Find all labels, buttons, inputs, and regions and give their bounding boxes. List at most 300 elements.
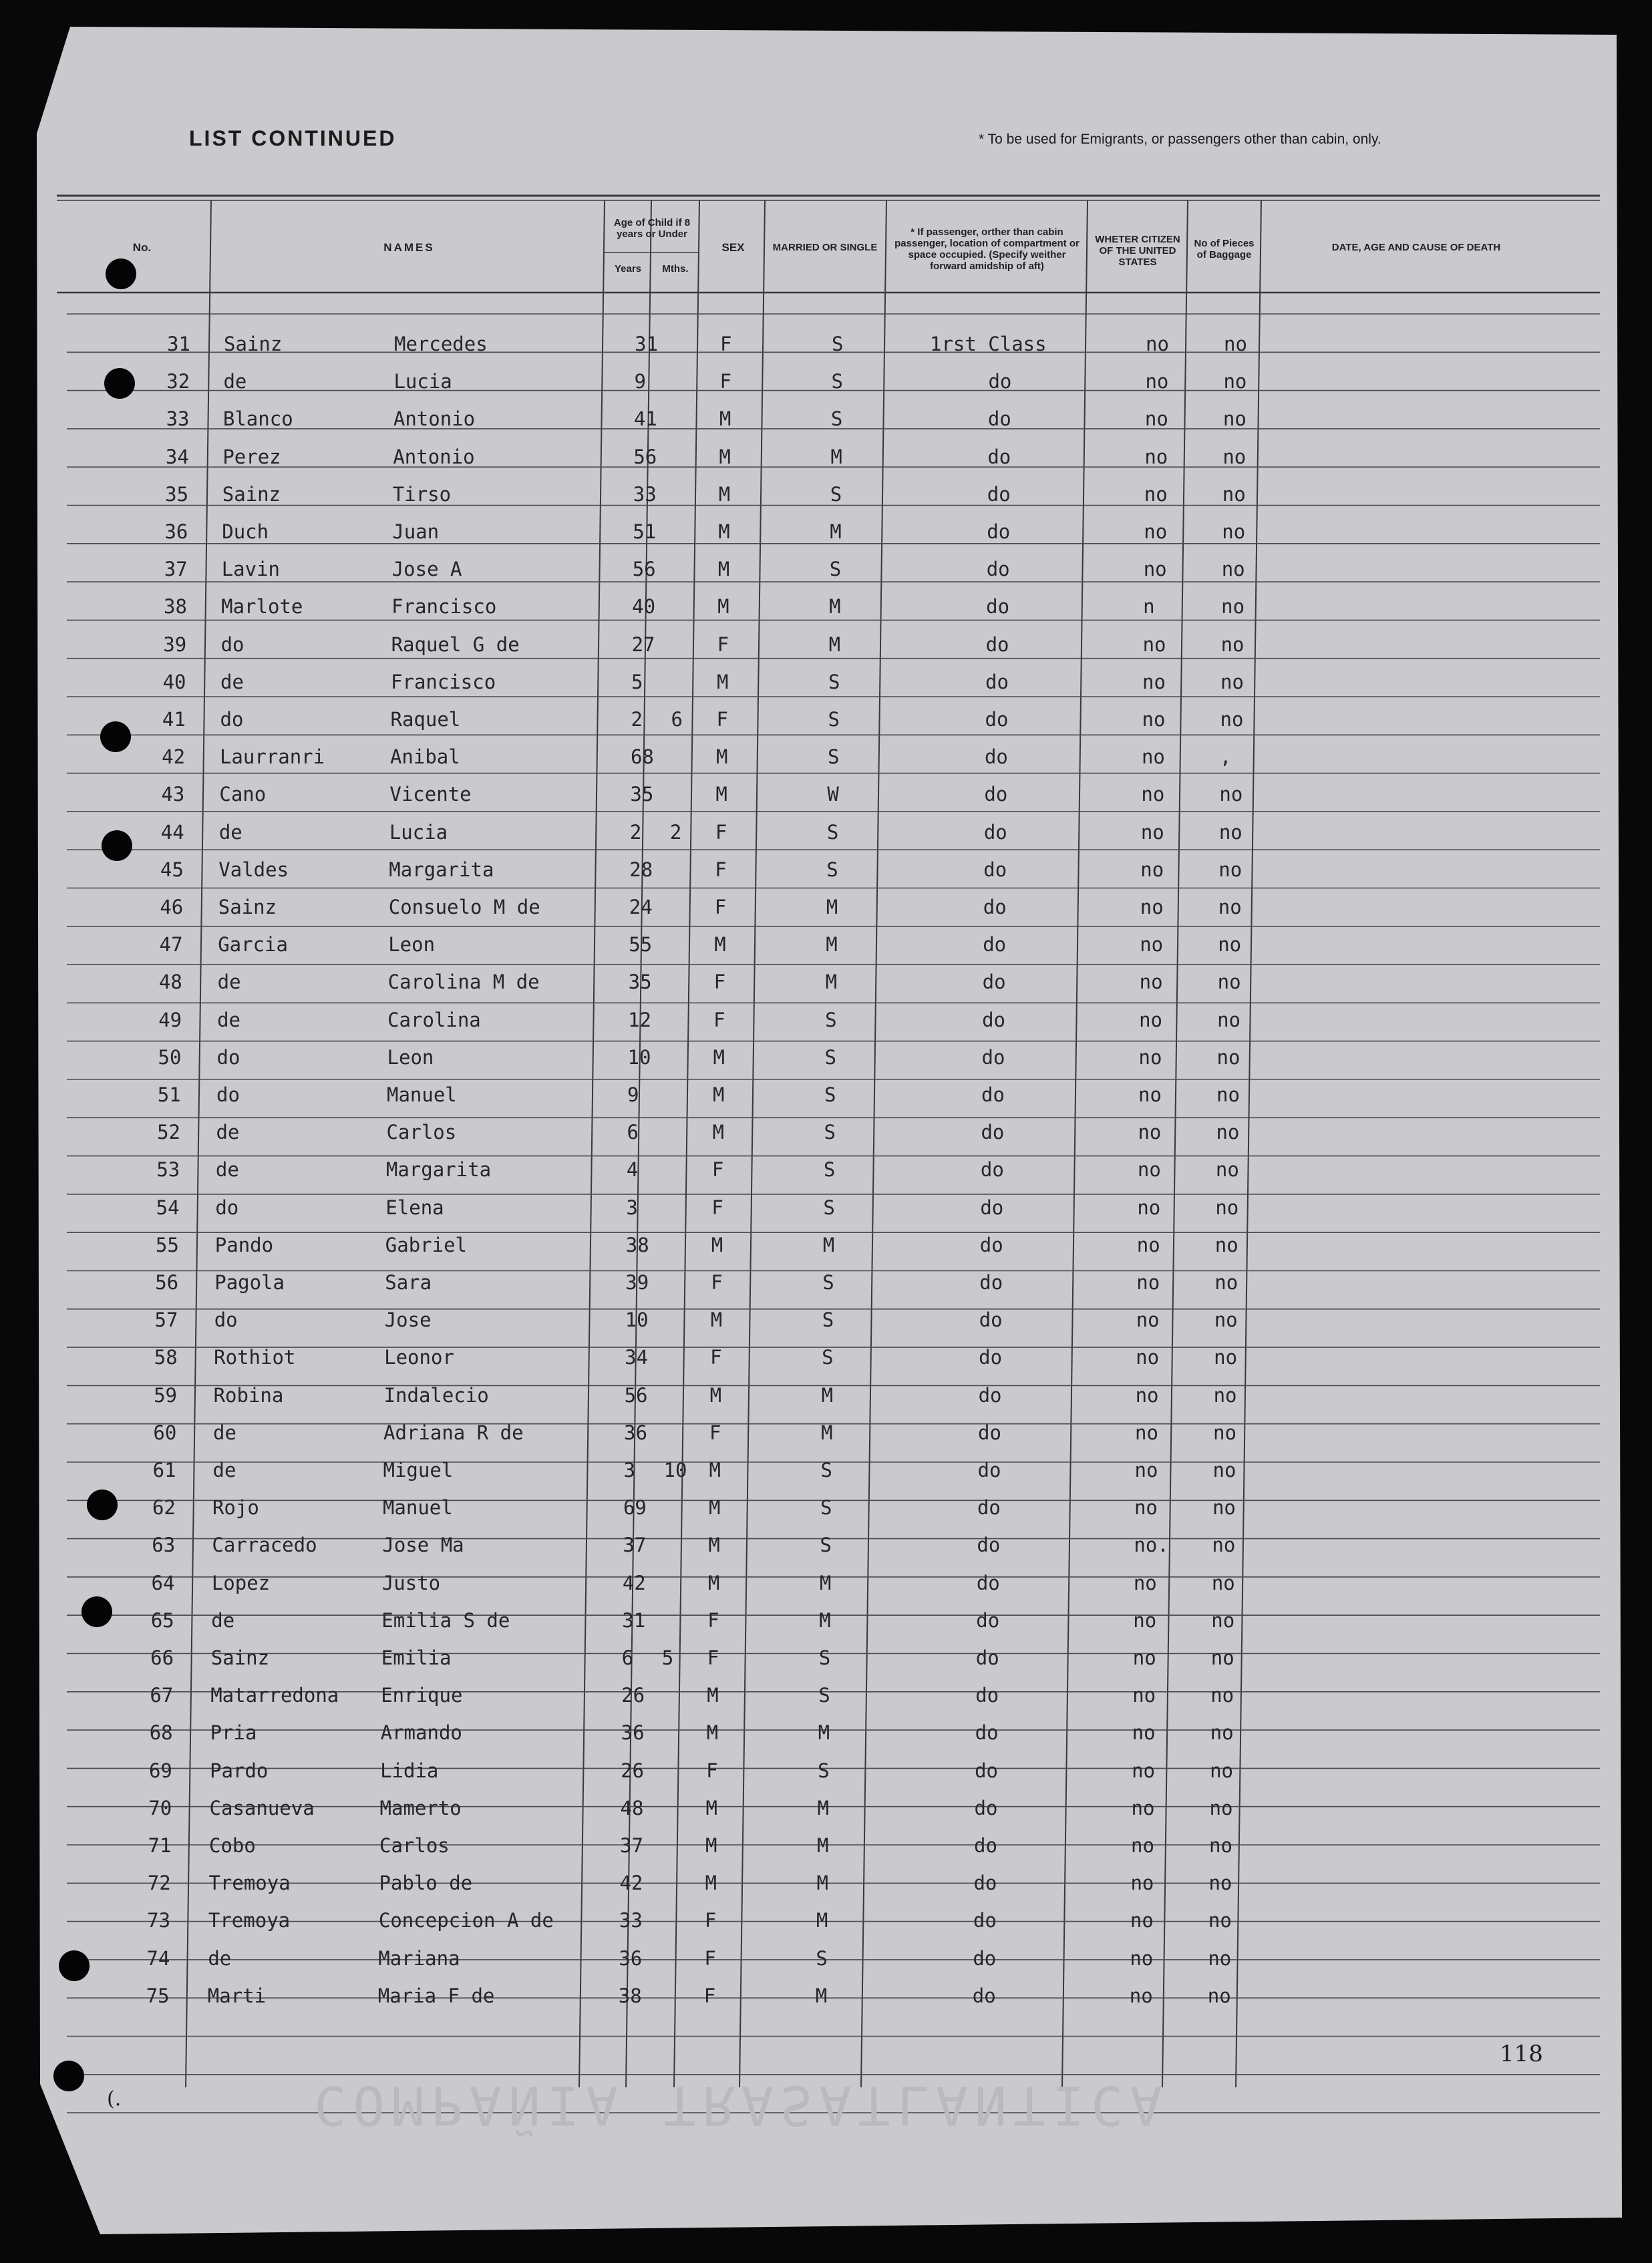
given-name-cell: Leon — [388, 933, 436, 956]
surname-cell: de — [220, 670, 244, 693]
given-name-cell: Emilia S de — [381, 1608, 510, 1632]
marital-cell: S — [820, 1459, 832, 1482]
sex-cell: F — [703, 1984, 716, 2007]
marital-cell: M — [818, 1721, 830, 1745]
row-number: 64 — [151, 1571, 175, 1594]
age-cell: 9 — [634, 370, 646, 393]
months-cell: 10 — [663, 1459, 687, 1482]
baggage-cell: no — [1212, 1534, 1236, 1557]
location-cell: 1rst Class — [930, 333, 1047, 355]
row-number: 67 — [150, 1684, 174, 1707]
citizen-cell: no — [1134, 1496, 1158, 1520]
row-number: 50 — [158, 1045, 182, 1069]
col-header-no: No. — [132, 240, 152, 254]
col-header-names: NAMES — [383, 240, 435, 254]
marital-cell: M — [830, 520, 842, 543]
age-cell: 10 — [627, 1045, 651, 1069]
age-cell: 4 — [626, 1158, 639, 1182]
row-number: 71 — [148, 1834, 172, 1857]
location-cell: do — [979, 1309, 1003, 1332]
col-header-years: Years — [614, 263, 642, 275]
location-cell: do — [985, 670, 1009, 693]
given-name-cell: Lidia — [380, 1759, 439, 1782]
location-cell: do — [983, 820, 1007, 844]
row-number: 47 — [159, 933, 183, 956]
surname-cell: de — [217, 971, 241, 994]
location-cell: do — [978, 1383, 1002, 1407]
row-number: 63 — [152, 1534, 176, 1557]
given-name-cell: Carolina M de — [387, 971, 540, 994]
surname-cell: de — [218, 820, 242, 844]
surname-cell: Sainz — [218, 896, 277, 918]
given-name-cell: Armando — [380, 1721, 462, 1745]
sex-cell: M — [713, 1083, 725, 1106]
surname-cell: Sainz — [222, 482, 281, 506]
surname-cell: de — [208, 1946, 232, 1970]
citizen-cell: n — [1143, 595, 1155, 619]
bottom-mark: (. — [107, 2087, 122, 2111]
baggage-cell: no — [1218, 820, 1243, 844]
age-cell: 38 — [618, 1984, 642, 2007]
location-cell: do — [982, 1008, 1006, 1031]
surname-cell: do — [214, 1309, 238, 1332]
row-number: 69 — [148, 1759, 172, 1782]
given-name-cell: Elena — [385, 1196, 444, 1219]
baggage-cell: no — [1222, 445, 1247, 468]
row-number: 68 — [149, 1721, 173, 1745]
citizen-cell: no — [1132, 1721, 1156, 1745]
baggage-cell: no — [1216, 1045, 1241, 1069]
row-number: 48 — [158, 971, 182, 994]
age-cell: 24 — [629, 896, 653, 918]
surname-cell: de — [223, 370, 247, 393]
age-cell: 37 — [623, 1534, 647, 1557]
given-name-cell: Margarita — [385, 1158, 492, 1182]
location-cell: do — [987, 520, 1011, 543]
location-cell: do — [975, 1684, 999, 1707]
surname-cell: do — [216, 1045, 240, 1069]
marital-cell: M — [826, 933, 838, 956]
sex-cell: F — [715, 858, 727, 881]
surname-cell: do — [215, 1196, 239, 1219]
sex-cell: F — [710, 1346, 722, 1369]
given-name-cell: Mamerto — [379, 1796, 462, 1819]
location-cell: do — [979, 1233, 1003, 1256]
citizen-cell: no — [1130, 1909, 1154, 1932]
col-header-baggage: No of Pieces of Baggage — [1194, 237, 1255, 260]
age-cell: 38 — [625, 1233, 649, 1256]
location-cell: do — [973, 1946, 997, 1970]
sex-cell: M — [715, 745, 728, 769]
row-number: 49 — [158, 1008, 182, 1031]
location-cell: do — [986, 558, 1010, 581]
marital-cell: M — [816, 1909, 828, 1932]
punch-hole — [59, 1950, 90, 1981]
surname-cell: Rojo — [212, 1496, 259, 1520]
row-number: 39 — [163, 633, 187, 656]
months-cell: 2 — [669, 820, 682, 844]
citizen-cell: no — [1142, 670, 1166, 693]
surname-cell: Cobo — [209, 1834, 256, 1857]
citizen-cell: no — [1130, 1872, 1154, 1895]
baggage-cell: no — [1208, 1909, 1232, 1932]
age-cell: 5 — [631, 670, 643, 693]
surname-cell: de — [217, 1008, 241, 1031]
row-number: 36 — [164, 520, 188, 543]
age-cell: 39 — [625, 1271, 649, 1294]
given-name-cell: Concepcion A de — [378, 1909, 554, 1932]
given-name-cell: Antonio — [393, 407, 476, 431]
given-name-cell: Francisco — [391, 670, 496, 693]
citizen-cell: no — [1138, 1083, 1162, 1106]
marital-cell: S — [825, 1008, 837, 1031]
baggage-cell: no — [1220, 633, 1245, 656]
age-cell: 3 — [626, 1196, 638, 1219]
citizen-cell: no — [1142, 633, 1166, 656]
location-cell: do — [977, 1459, 1001, 1482]
surname-cell: Casanueva — [209, 1796, 315, 1819]
sex-cell: F — [711, 1271, 723, 1294]
sex-cell: F — [706, 1759, 718, 1782]
baggage-cell: no — [1221, 558, 1245, 581]
citizen-cell: no — [1134, 1459, 1158, 1482]
citizen-cell: no — [1131, 1834, 1154, 1857]
surname-cell: Garcia — [218, 933, 288, 956]
baggage-cell: no — [1211, 1608, 1235, 1632]
given-name-cell: Tirso — [392, 482, 452, 506]
sex-cell: M — [705, 1834, 717, 1857]
location-cell: do — [978, 1421, 1001, 1444]
marital-cell: M — [822, 1233, 835, 1256]
baggage-cell: no — [1221, 595, 1245, 619]
surname-cell: de — [212, 1459, 236, 1482]
location-cell: do — [983, 858, 1007, 881]
baggage-cell: no — [1210, 1721, 1234, 1745]
col-header-months: Mths. — [662, 263, 689, 275]
sex-cell: F — [711, 1158, 724, 1182]
row-number: 75 — [146, 1984, 170, 2007]
surname-cell: Lavin — [221, 558, 280, 581]
given-name-cell: Antonio — [393, 445, 475, 468]
marital-cell: S — [830, 482, 842, 506]
given-name-cell: Manuel — [387, 1083, 457, 1106]
marital-cell: M — [817, 1834, 829, 1857]
column-divider — [739, 200, 765, 2087]
location-cell: do — [980, 1158, 1004, 1182]
sex-cell: M — [709, 1459, 721, 1482]
location-cell: do — [981, 1121, 1005, 1144]
sex-cell: F — [707, 1646, 719, 1669]
location-cell: do — [981, 1045, 1005, 1069]
marital-cell: S — [816, 1946, 828, 1970]
col-header-age: Age of Child if 8 years or Under — [613, 217, 691, 240]
location-cell: do — [987, 407, 1011, 431]
marital-cell: S — [830, 407, 843, 431]
punch-hole — [106, 258, 136, 289]
citizen-cell: no — [1140, 896, 1164, 918]
location-cell: do — [984, 745, 1008, 769]
given-name-cell: Enrique — [381, 1684, 463, 1707]
given-name-cell: Carolina — [387, 1008, 481, 1031]
sex-cell: F — [720, 333, 732, 355]
surname-cell: Cano — [219, 783, 267, 806]
location-cell: do — [973, 1872, 997, 1895]
punch-hole — [100, 721, 131, 752]
age-cell: 26 — [621, 1759, 645, 1782]
citizen-cell: no — [1140, 858, 1164, 881]
sex-cell: M — [718, 482, 731, 506]
col-header-sex: SEX — [721, 240, 745, 254]
sex-cell: M — [708, 1496, 721, 1520]
surname-cell: Pando — [214, 1233, 274, 1256]
baggage-cell: no — [1210, 1646, 1234, 1669]
col-header-citizen: WHETER CITIZEN OF THE UNITED STATES — [1095, 233, 1180, 268]
citizen-cell: no — [1136, 1233, 1160, 1256]
given-name-cell: Francisco — [391, 595, 497, 619]
marital-cell: S — [832, 333, 844, 355]
marital-cell: M — [829, 595, 841, 619]
row-number: 33 — [166, 407, 190, 431]
age-cell: 6 — [621, 1646, 634, 1669]
citizen-cell: no — [1141, 745, 1165, 769]
marital-cell: S — [822, 1309, 834, 1332]
sex-cell: M — [718, 520, 730, 543]
age-cell: 28 — [629, 858, 653, 881]
surname-cell: Pria — [210, 1721, 257, 1745]
location-cell: do — [976, 1571, 1000, 1594]
location-cell: do — [975, 1759, 999, 1782]
marital-cell: M — [825, 971, 838, 994]
column-divider — [579, 200, 605, 2087]
baggage-cell: no — [1217, 971, 1241, 994]
sex-cell: M — [717, 558, 730, 581]
row-number: 34 — [165, 445, 189, 468]
row-number: 37 — [164, 558, 188, 581]
location-cell: do — [977, 1534, 1001, 1557]
citizen-cell: no. — [1134, 1534, 1169, 1557]
row-number: 38 — [164, 595, 187, 619]
row-number: 51 — [157, 1083, 181, 1106]
page-title: LIST CONTINUED — [189, 126, 397, 150]
marital-cell: S — [820, 1534, 832, 1557]
col-header-death: DATE, AGE AND CAUSE OF DEATH — [1331, 241, 1501, 253]
sex-cell: M — [719, 445, 731, 468]
baggage-cell: no — [1215, 1196, 1239, 1219]
given-name-cell: Sara — [385, 1271, 432, 1294]
surname-cell: Sainz — [210, 1646, 270, 1669]
baggage-cell: no — [1218, 858, 1243, 881]
marital-cell: S — [828, 708, 840, 731]
baggage-cell: no — [1216, 1121, 1240, 1144]
age-cell: 35 — [628, 971, 652, 994]
row-number: 61 — [152, 1459, 176, 1482]
age-cell: 3 — [623, 1459, 635, 1482]
location-cell: do — [976, 1608, 1000, 1632]
baggage-cell: no — [1212, 1496, 1236, 1520]
surname-cell: do — [220, 708, 244, 731]
surname-cell: Robina — [213, 1383, 284, 1407]
baggage-cell: no — [1214, 1309, 1238, 1332]
sex-cell: M — [705, 1872, 717, 1895]
row-number: 35 — [165, 482, 189, 506]
location-cell: do — [985, 708, 1009, 731]
row-number: 42 — [162, 745, 186, 769]
location-cell: do — [982, 971, 1006, 994]
sex-cell: F — [704, 1946, 716, 1970]
marital-cell: S — [826, 820, 839, 844]
given-name-cell: Gabriel — [385, 1233, 468, 1256]
baggage-cell: no — [1207, 1984, 1231, 2007]
sex-cell: M — [713, 1045, 725, 1069]
age-cell: 51 — [633, 520, 657, 543]
age-cell: 40 — [632, 595, 656, 619]
citizen-cell: no — [1135, 1383, 1159, 1407]
baggage-cell: no — [1214, 1271, 1238, 1294]
marital-cell: S — [829, 558, 842, 581]
location-cell: do — [980, 1196, 1004, 1219]
surname-cell: do — [220, 633, 244, 656]
row-number: 62 — [152, 1496, 176, 1520]
given-name-cell: Lucia — [393, 370, 452, 393]
location-cell: do — [974, 1796, 998, 1819]
given-name-cell: Pablo de — [379, 1872, 473, 1895]
marital-cell: M — [819, 1571, 832, 1594]
marital-cell: S — [828, 670, 840, 693]
punch-hole — [53, 2061, 84, 2091]
baggage-cell: no — [1214, 1346, 1238, 1369]
punch-hole — [102, 830, 132, 861]
marital-cell: M — [821, 1383, 834, 1407]
row-number: 70 — [148, 1796, 172, 1819]
given-name-cell: Leonor — [384, 1346, 454, 1369]
marital-cell: M — [815, 1984, 828, 2007]
location-cell: do — [979, 1346, 1003, 1369]
column-divider — [674, 200, 699, 2087]
surname-cell: Tremoya — [208, 1872, 291, 1895]
citizen-cell: no — [1136, 1271, 1160, 1294]
location-cell: do — [973, 1909, 997, 1932]
row-number: 54 — [156, 1196, 180, 1219]
marital-cell: S — [823, 1196, 835, 1219]
age-cell: 56 — [633, 445, 657, 468]
location-cell: do — [985, 633, 1009, 656]
citizen-cell: no — [1140, 933, 1164, 956]
given-name-cell: Jose Ma — [382, 1534, 464, 1557]
citizen-cell: no — [1144, 407, 1168, 431]
age-cell: 6 — [627, 1121, 639, 1144]
age-cell: 36 — [624, 1421, 647, 1444]
surname-cell: Duch — [222, 520, 269, 543]
age-cell: 56 — [632, 558, 656, 581]
citizen-cell: no — [1138, 1045, 1162, 1069]
column-divider — [861, 200, 886, 2087]
age-cell: 48 — [620, 1796, 644, 1819]
age-cell: 68 — [630, 745, 654, 769]
citizen-cell: no — [1140, 820, 1164, 844]
sex-cell: M — [712, 1121, 724, 1144]
location-cell: do — [983, 896, 1007, 918]
row-number: 44 — [160, 820, 184, 844]
age-cell: 10 — [625, 1309, 649, 1332]
sex-cell: F — [713, 1008, 725, 1031]
surname-cell: Perez — [222, 445, 281, 468]
marital-cell: S — [824, 1121, 836, 1144]
given-name-cell: Mariana — [378, 1946, 460, 1970]
surname-cell: Lopez — [211, 1571, 271, 1594]
baggage-cell: no — [1222, 407, 1247, 431]
col-header-married: MARRIED OR SINGLE — [772, 241, 878, 253]
marital-cell: S — [822, 1271, 834, 1294]
given-name-cell: Adriana R de — [383, 1421, 524, 1444]
citizen-cell: no — [1143, 558, 1167, 581]
sex-cell: M — [709, 1383, 722, 1407]
age-cell: 42 — [619, 1872, 643, 1895]
citizen-cell: no — [1132, 1646, 1156, 1669]
citizen-cell: no — [1141, 783, 1165, 806]
row-number: 57 — [154, 1309, 178, 1332]
marital-cell: M — [830, 445, 842, 468]
citizen-cell: no — [1131, 1796, 1155, 1819]
given-name-cell: Indalecio — [383, 1383, 489, 1407]
given-name-cell: Raquel — [390, 708, 461, 731]
marital-cell: S — [822, 1346, 834, 1369]
marital-cell: M — [826, 896, 838, 918]
baggage-cell: no — [1208, 1946, 1232, 1970]
row-number: 65 — [150, 1608, 174, 1632]
baggage-cell: no — [1215, 1158, 1239, 1182]
given-name-cell: Emilia — [381, 1646, 452, 1669]
baggage-cell: no — [1209, 1796, 1233, 1819]
row-number: 41 — [162, 708, 186, 731]
given-name-cell: Justo — [381, 1571, 441, 1594]
sex-cell: F — [713, 971, 726, 994]
given-name-cell: Manuel — [382, 1496, 453, 1520]
marital-cell: M — [817, 1796, 830, 1819]
citizen-cell: no — [1144, 445, 1168, 468]
page-number: 118 — [1500, 2041, 1543, 2067]
age-cell: 69 — [623, 1496, 647, 1520]
given-name-cell: Juan — [392, 520, 440, 543]
column-divider — [186, 200, 211, 2087]
age-cell: 26 — [621, 1684, 645, 1707]
location-cell: do — [977, 1496, 1001, 1520]
punch-hole — [104, 368, 135, 399]
marital-cell: S — [820, 1496, 832, 1520]
row-number: 60 — [153, 1421, 177, 1444]
citizen-cell: no — [1139, 971, 1163, 994]
row-number: 56 — [155, 1271, 179, 1294]
surname-cell: de — [216, 1121, 240, 1144]
given-name-cell: Anibal — [389, 745, 460, 769]
citizen-cell: no — [1145, 370, 1169, 393]
given-name-cell: Jose A — [391, 558, 462, 581]
surname-cell: Marti — [207, 1984, 267, 2007]
surname-cell: Valdes — [218, 858, 289, 881]
marital-cell: S — [827, 745, 840, 769]
surname-cell: Carracedo — [212, 1534, 317, 1557]
row-number: 72 — [147, 1872, 171, 1895]
baggage-cell: no — [1210, 1759, 1234, 1782]
sex-cell: M — [717, 595, 729, 619]
surname-cell: Laurranri — [219, 745, 325, 769]
given-name-cell: Carlos — [379, 1834, 450, 1857]
age-cell: 33 — [619, 1909, 643, 1932]
row-number: 31 — [167, 333, 190, 355]
sex-cell: F — [709, 1421, 721, 1444]
sex-cell: F — [715, 820, 727, 844]
citizen-cell: no — [1137, 1158, 1161, 1182]
sex-cell: M — [711, 1233, 723, 1256]
